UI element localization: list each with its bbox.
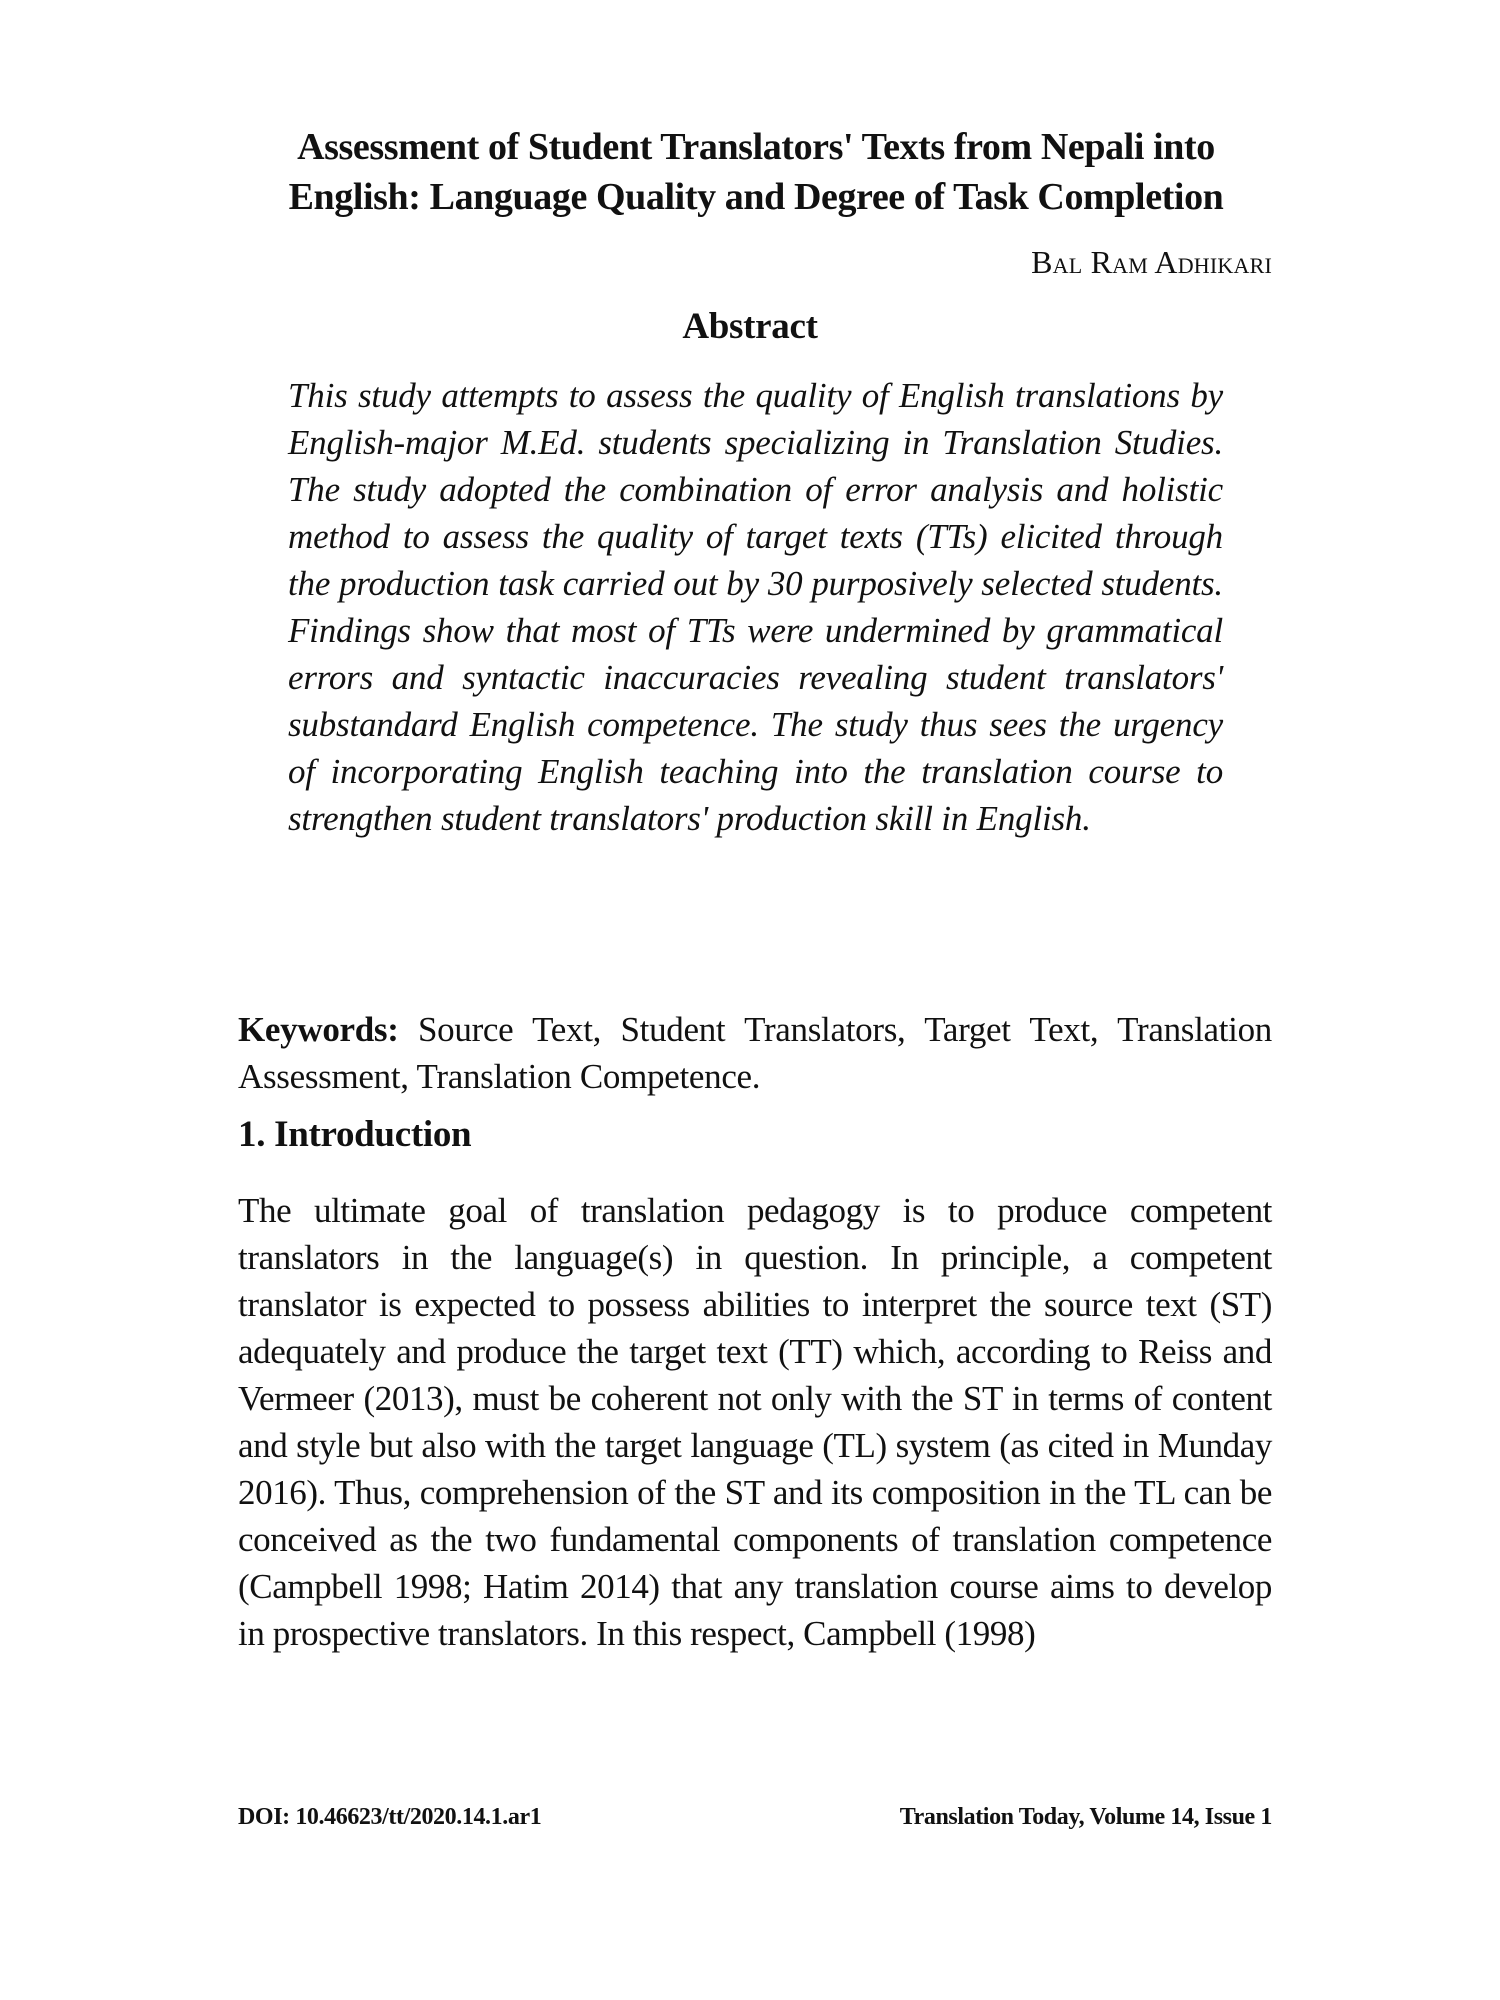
author-name: Bal Ram Adhikari — [1031, 244, 1272, 280]
paper-title-line-2: English: Language Quality and Degree of Task Completion — [288, 176, 1224, 218]
introduction-text: The ultimate goal of translation pedagogy is to produce competent translators in the language(s) in question. In principle, a competent translator is expected to possess abilities to interpret the source text (ST) adequately and produce the target text (TT) which, according to Reiss and Vermeer (2013), must be coherent not only with the ST in terms of content and style but also with the target language (TL) system (as cited in Munday 2016). Thus, comprehension of the ST and its composition in the TL can be conceived as the two fundamental components of translation competence (Campbell 1998; Hatim 2014) that any translation course aims to develop in prospective translators. In this respect, Campbell (1998) — [238, 1191, 1272, 1653]
abstract-heading: Abstract — [682, 306, 818, 347]
keywords-paragraph — [238, 1006, 1272, 1100]
introduction-heading: 1. Introduction — [238, 1114, 472, 1155]
paper-title-line-1: Assessment of Student Translators' Texts from Nepali into — [297, 126, 1215, 168]
footer-journal-info: Translation Today, Volume 14, Issue 1 — [899, 1804, 1272, 1830]
footer-doi: DOI: 10.46623/tt/2020.14.1.ar1 — [238, 1804, 542, 1830]
keywords-list: Source Text, Student Translators, Target Text, Translation Assessment, Translation Competence. — [238, 1010, 1272, 1096]
paper-title — [236, 122, 1276, 222]
keywords-label: Keywords: — [238, 1010, 399, 1049]
abstract-text: This study attempts to assess the quality of English translations by English-major M.Ed. students specializing in Translation Studies. The study adopted the combination of error analysis and holistic method to assess the quality of target texts (TTs) elicited through the production task carried out by 30 purposively selected students. Findings show that most of TTs were undermined by grammatical errors and syntactic inaccuracies revealing student translators' substandard English competence. The study thus sees the urgency of incorporating English teaching into the translation course to strengthen student translators' production skill in English. — [288, 376, 1223, 838]
